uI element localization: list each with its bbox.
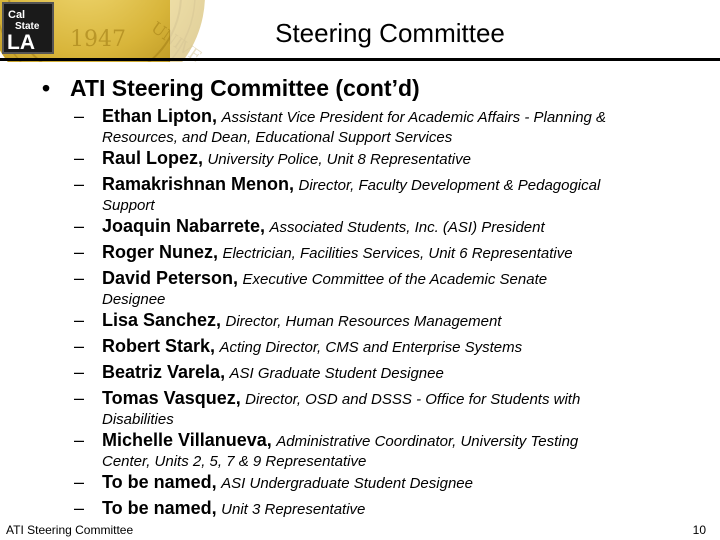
- slide-title: [42, 73, 420, 103]
- member-list: [74, 104, 694, 522]
- member-role-cont: Disabilities: [102, 411, 174, 428]
- member-role: Administrative Coordinator, University Testing: [276, 433, 579, 450]
- member-role: Executive Committee of the Academic Senate: [242, 271, 548, 288]
- member-name: To be named,: [102, 472, 217, 492]
- member-role: Associated Students, Inc. (ASI) President: [269, 219, 545, 236]
- member-role: Acting Director, CMS and Enterprise Systems: [219, 339, 523, 356]
- member-role-cont: Support: [102, 197, 155, 214]
- list-item: [74, 104, 694, 146]
- footer-label: ATI Steering Committee: [6, 523, 134, 537]
- member-role: Director, Human Resources Management: [225, 313, 502, 330]
- member-name: Ethan Lipton,: [102, 106, 217, 126]
- dash-bullet: –: [74, 216, 85, 236]
- list-item: [74, 334, 694, 360]
- logo-line2: State: [15, 21, 40, 32]
- logo-line3: LA: [7, 31, 35, 52]
- member-name: Michelle Villanueva,: [102, 430, 272, 450]
- member-role-cont: Resources, and Dean, Educational Support Services: [102, 129, 453, 146]
- page-number: 10: [692, 523, 706, 537]
- seal-year: 1947: [70, 27, 126, 52]
- member-role: Director, OSD and DSSS - Office for Students with: [245, 391, 581, 408]
- list-item: [74, 386, 694, 428]
- title-bullet: •: [42, 75, 51, 101]
- member-role: Electrician, Facilities Services, Unit 6 Representative: [222, 245, 573, 262]
- slide-header: [0, 0, 720, 62]
- dash-bullet: –: [74, 174, 85, 194]
- list-item: [74, 266, 694, 308]
- dash-bullet: –: [74, 242, 85, 262]
- member-role: ASI Undergraduate Student Designee: [221, 475, 473, 492]
- cal-state-la-logo: [2, 2, 54, 54]
- member-role: Unit 3 Representative: [221, 501, 366, 518]
- logo-line1: Cal: [8, 9, 26, 21]
- list-item: [74, 172, 694, 214]
- dash-bullet: –: [74, 336, 85, 356]
- list-item: [74, 308, 694, 334]
- member-name: Robert Stark,: [102, 336, 216, 356]
- dash-bullet: –: [74, 430, 85, 450]
- dash-bullet: –: [74, 498, 85, 518]
- dash-bullet: –: [74, 106, 85, 126]
- member-name: David Peterson,: [102, 268, 239, 288]
- list-item: [74, 360, 694, 386]
- member-role-cont: Center, Units 2, 5, 7 & 9 Representative: [102, 453, 367, 470]
- member-role: Assistant Vice President for Academic Affairs - Planning &: [221, 109, 607, 126]
- list-item: [74, 470, 694, 496]
- list-item: [74, 146, 694, 172]
- member-name: Beatriz Varela,: [102, 362, 226, 382]
- member-role: University Police, Unit 8 Representative: [207, 151, 471, 168]
- dash-bullet: –: [74, 310, 85, 330]
- header-title: Steering Committee: [275, 18, 505, 48]
- header-divider: [0, 58, 720, 61]
- list-item: [74, 240, 694, 266]
- dash-bullet: –: [74, 362, 85, 382]
- list-item: [74, 496, 694, 522]
- dash-bullet: –: [74, 268, 85, 288]
- member-name: Joaquin Nabarrete,: [102, 216, 266, 236]
- dash-bullet: –: [74, 388, 85, 408]
- list-item: [74, 214, 694, 240]
- member-name: Raul Lopez,: [102, 148, 204, 168]
- member-name: Tomas Vasquez,: [102, 388, 241, 408]
- member-role-cont: Designee: [102, 291, 166, 308]
- dash-bullet: –: [74, 472, 85, 492]
- member-name: Lisa Sanchez,: [102, 310, 222, 330]
- member-name: Ramakrishnan Menon,: [102, 174, 295, 194]
- member-name: Roger Nunez,: [102, 242, 219, 262]
- member-role: ASI Graduate Student Designee: [229, 365, 444, 382]
- slide-title-text: ATI Steering Committee (cont’d): [70, 75, 420, 101]
- member-name: To be named,: [102, 498, 217, 518]
- member-role: Director, Faculty Development & Pedagogical: [298, 177, 601, 194]
- dash-bullet: –: [74, 148, 85, 168]
- list-item: [74, 428, 694, 470]
